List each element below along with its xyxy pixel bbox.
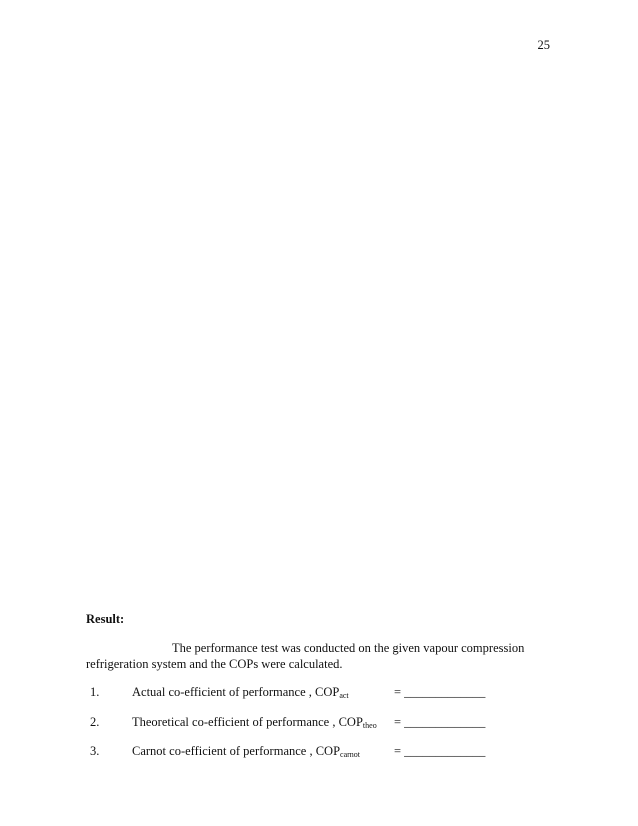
item-number: 2.	[90, 715, 100, 729]
page-number: 25	[537, 38, 550, 52]
item-label	[132, 685, 349, 700]
item-label-subscript: carnot	[340, 750, 361, 759]
item-label-subscript: act	[339, 691, 349, 700]
item-answer-blank: = _____________	[394, 685, 486, 699]
result-item-actual-cop	[0, 685, 638, 703]
item-label	[132, 715, 377, 730]
result-heading: Result:	[86, 612, 125, 626]
item-label-text: Actual co-efficient of performance , COP	[132, 685, 340, 699]
item-number: 1.	[90, 685, 100, 699]
item-answer-blank: = _____________	[394, 744, 486, 758]
item-answer-blank: = _____________	[394, 715, 486, 729]
item-label-subscript: theo	[362, 721, 377, 730]
result-item-carnot-cop	[0, 744, 638, 762]
result-paragraph-line-2: refrigeration system and the COPs were calculated.	[86, 657, 343, 671]
result-item-theoretical-cop	[0, 715, 638, 733]
item-label	[132, 744, 360, 759]
item-label-text: Carnot co-efficient of performance , COP	[132, 744, 341, 758]
result-paragraph-line-1: The performance test was conducted on the given vapour compression	[172, 641, 525, 655]
item-number: 3.	[90, 744, 100, 758]
item-label-text: Theoretical co-efficient of performance , COP	[132, 715, 363, 729]
